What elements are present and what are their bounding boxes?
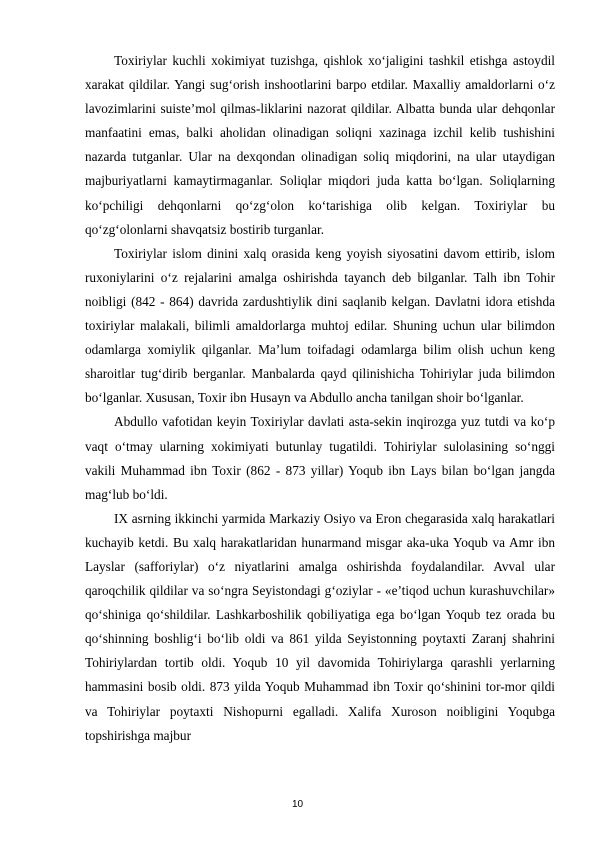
body-text [85, 49, 555, 748]
paragraph-tohiriylar-religion-education: Toxiriylar islom dinini xalq orasida keng yoyish siyosatini davom ettirib, islom ruxoniylarini o‘z rejalarini amalga oshirishda tayanch deb bilganlar. Talh ibn Tohir noibligi (842 - 864) davrida zardushtiylik dini saqlanib kelgan. Davlatni idora etishda toxiriylar malakali, bilimli amaldorlarga muhtoj edilar. Shuning uchun ular bilimdon odamlarga xomiylik qilganlar. Ma’lum toifadagi odamlarga bilim olish uchun keng sharoitlar tug‘dirib berganlar. Manbalarda qayd qilinishicha Tohiriylar juda bilimdon bo‘lganlar. Xususan, Toxir ibn Husayn va Abdullo ancha tanilgan shoir bo‘lganlar. [85, 245, 555, 406]
paragraph-safforiylar-rise: IX asrning ikkinchi yarmida Markaziy Osiyo va Eron chegarasida xalq harakatlari kuchayib ketdi. Bu xalq harakatlaridan hunarmand misgar aka-uka Yoqub va Amr ibn Layslar (safforiylar) o‘z niyatlarini amalga oshirishda foydalandilar. Avval ular qaroqchilik qildilar va so‘ngra Seyistondagi g‘oziylar - «e’tiqod uchun kurashuvchilar» qo‘shiniga qo‘shildilar. Lashkarboshilik qobiliyatiga ega bo‘lgan Yoqub tez orada bu qo‘shinning boshlig‘i bo‘lib oldi va 861 yilda Seyistonning poytaxti Zaranj shahrini Tohiriylardan tortib oldi. Yoqub 10 yil davomida Tohiriylarga qarashli yerlarning hammasini bosib oldi. 873 yilda Yoqub Muhammad ibn Toxir qo‘shinini tor-mor qildi va Tohiriylar poytaxti Nishopurni egalladi. Xalifa Xuroson noibligini Yoqubga topshirishga majbur [85, 510, 555, 743]
paragraph-tohiriylar-administration: Toxiriylar kuchli xokimiyat tuzishga, qishlok xo‘jaligini tashkil etishga astoydil xarakat qildilar. Yangi sug‘orish inshootlarini barpo etdilar. Maxalliy amaldorlarni o‘z lavozimlarini suiste’mol qilmas-liklarini nazorat qildilar. Albatta bunda ular dehqonlar manfaatini emas, balki aholidan olinadigan soliqni xazinaga izchil kelib tushishini nazarda tutganlar. Ular na dexqondan olinadigan soliq miqdorini, na ular utaydigan majburiyatlarni kamaytirmaganlar. Soliqlar miqdori juda katta bo‘lgan. Soliqlarning ko‘pchiligi dehqonlarni qo‘zg‘olon ko‘tarishiga olib kelgan. Toxiriylar bu qo‘zg‘olonlarni shavqatsiz bostirib turganlar. [85, 53, 555, 237]
page-number: 10 [291, 799, 304, 810]
paragraph-tohiriylar-decline: Abdullo vafotidan keyin Toxiriylar davlati asta-sekin inqirozga yuz tutdi va ko‘p vaqt o‘tmay ularning xokimiyati butunlay tugatildi. Tohiriylar sulolasining so‘nggi vakili Muhammad ibn Toxir (862 - 873 yillar) Yoqub ibn Lays bilan bo‘lgan jangda mag‘lub bo‘ldi. [85, 414, 555, 502]
